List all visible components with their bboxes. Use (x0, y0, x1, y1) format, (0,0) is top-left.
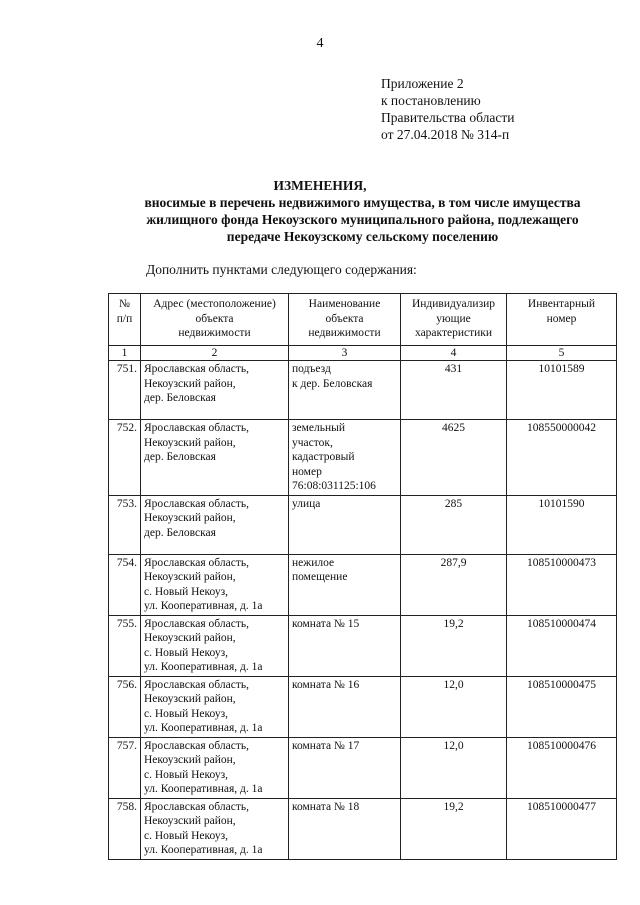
characteristics-cell: 12,0 (401, 676, 507, 737)
table-row (109, 420, 617, 496)
characteristics-cell: 12,0 (401, 737, 507, 798)
object-name-cell (289, 676, 401, 737)
address-line: Некоузский район, (144, 377, 236, 390)
inventory-number-cell: 108510000475 (507, 676, 617, 737)
row-number-cell: 754. (109, 554, 141, 615)
address-cell (141, 737, 289, 798)
row-number-cell: 757. (109, 737, 141, 798)
object-name-line: комната № 15 (292, 617, 360, 630)
object-name-line: комната № 17 (292, 739, 360, 752)
column-number-row (109, 345, 617, 361)
address-line: ул. Кооперативная, д. 1а (144, 844, 263, 856)
property-table (108, 293, 617, 860)
object-name-line: подъезд (292, 363, 331, 375)
inventory-number-cell: 108510000477 (507, 798, 617, 859)
inventory-number-cell: 108550000042 (507, 420, 617, 496)
appendix-line: Приложение 2 (381, 76, 464, 91)
inventory-number-cell: 10101590 (507, 495, 617, 554)
row-number-cell: 751. (109, 361, 141, 420)
inventory-number-cell: 10101589 (507, 361, 617, 420)
address-line: ул. Кооперативная, д. 1а (144, 722, 263, 734)
address-cell (141, 420, 289, 496)
inventory-number-cell: 108510000476 (507, 737, 617, 798)
table-header-row (109, 294, 617, 346)
object-name-cell (289, 554, 401, 615)
address-line: Ярославская область, (144, 422, 249, 434)
address-line: Ярославская область, (144, 556, 249, 569)
object-name-line: к дер. Беловская (292, 377, 373, 390)
row-number-cell: 758. (109, 798, 141, 859)
address-cell (141, 554, 289, 615)
header-characteristics: Индивидуализир ующие характеристики (401, 294, 507, 346)
address-line: ул. Кооперативная, д. 1а (144, 783, 263, 795)
object-name-cell (289, 615, 401, 676)
address-line: ул. Кооперативная, д. 1а (144, 661, 263, 673)
address-line: с. Новый Некоуз, (144, 768, 228, 781)
address-line: дер. Беловская (144, 451, 216, 463)
column-number: 4 (401, 345, 507, 361)
table-row (109, 737, 617, 798)
appendix-line: к постановлению (381, 93, 481, 108)
address-line: дер. Беловская (144, 392, 216, 404)
table-row (109, 615, 617, 676)
address-line: Некоузский район, (144, 512, 236, 524)
object-name-cell (289, 495, 401, 554)
intro-text: Дополнить пунктами следующего содержания: (146, 262, 417, 277)
appendix-line: от 27.04.2018 № 314-п (381, 127, 510, 142)
address-cell (141, 798, 289, 859)
header-inventory: Инвентарный номер (507, 294, 617, 346)
characteristics-cell: 19,2 (401, 615, 507, 676)
row-number-cell: 756. (109, 676, 141, 737)
column-number: 1 (109, 345, 141, 361)
object-name-line: номер (292, 465, 322, 478)
object-name-line: участок, (292, 436, 333, 449)
header-num: № п/п (109, 294, 141, 346)
address-line: ул. Кооперативная, д. 1а (144, 600, 263, 612)
row-number-cell: 752. (109, 420, 141, 496)
address-line: дер. Беловская (144, 526, 216, 539)
address-line: Ярославская область, (144, 617, 249, 630)
address-cell (141, 495, 289, 554)
characteristics-cell: 431 (401, 361, 507, 420)
appendix-line: Правительства области (381, 110, 515, 125)
address-line: Некоузский район, (144, 632, 236, 644)
document-subtitle (100, 194, 625, 245)
table-row (109, 495, 617, 554)
object-name-line: комната № 16 (292, 678, 360, 691)
object-name-line: 76:08:031125:106 (292, 480, 376, 492)
object-name-line: кадастровый (292, 451, 355, 463)
address-line: с. Новый Некоуз, (144, 585, 228, 598)
address-cell (141, 361, 289, 420)
appendix-block (381, 75, 514, 143)
table-row (109, 554, 617, 615)
inventory-number-cell: 108510000473 (507, 554, 617, 615)
subtitle-line: передаче Некоузскому сельскому поселению (226, 229, 499, 244)
subtitle-line: жилищного фонда Некоузского муниципального района, подлежащего (146, 212, 579, 227)
address-line: Ярославская область, (144, 497, 249, 510)
address-line: Ярославская область, (144, 739, 249, 752)
characteristics-cell: 285 (401, 495, 507, 554)
object-name-cell (289, 361, 401, 420)
page-number: 4 (316, 36, 324, 51)
header-address: Адрес (местоположение) объекта недвижимости (141, 294, 289, 346)
address-line: Ярославская область, (144, 678, 249, 691)
subtitle-line: вносимые в перечень недвижимого имущества, в том числе имущества (144, 195, 581, 210)
address-line: с. Новый Некоуз, (144, 646, 228, 659)
characteristics-cell: 19,2 (401, 798, 507, 859)
column-number: 3 (289, 345, 401, 361)
inventory-number-cell: 108510000474 (507, 615, 617, 676)
object-name-cell (289, 420, 401, 496)
object-name-line: земельный (292, 422, 346, 434)
address-line: Некоузский район, (144, 754, 236, 766)
object-name-line: комната № 18 (292, 800, 360, 813)
object-name-cell (289, 737, 401, 798)
characteristics-cell: 287,9 (401, 554, 507, 615)
object-name-line: помещение (292, 571, 348, 583)
row-number-cell: 753. (109, 495, 141, 554)
column-number: 5 (507, 345, 617, 361)
address-line: с. Новый Некоуз, (144, 829, 228, 842)
row-number-cell: 755. (109, 615, 141, 676)
address-line: Ярославская область, (144, 363, 249, 375)
document-title: ИЗМЕНЕНИЯ, (273, 178, 367, 193)
object-name-line: нежилое (292, 556, 335, 569)
address-line: Ярославская область, (144, 800, 249, 813)
column-number: 2 (141, 345, 289, 361)
table-row (109, 798, 617, 859)
table-row (109, 361, 617, 420)
address-line: Некоузский район, (144, 693, 236, 705)
object-name-line: улица (292, 497, 321, 510)
table-row (109, 676, 617, 737)
header-name: Наименование объекта недвижимости (289, 294, 401, 346)
address-line: Некоузский район, (144, 815, 236, 827)
address-line: Некоузский район, (144, 436, 236, 449)
address-line: с. Новый Некоуз, (144, 707, 228, 720)
address-cell (141, 615, 289, 676)
address-cell (141, 676, 289, 737)
address-line: Некоузский район, (144, 571, 236, 583)
object-name-cell (289, 798, 401, 859)
characteristics-cell: 4625 (401, 420, 507, 496)
